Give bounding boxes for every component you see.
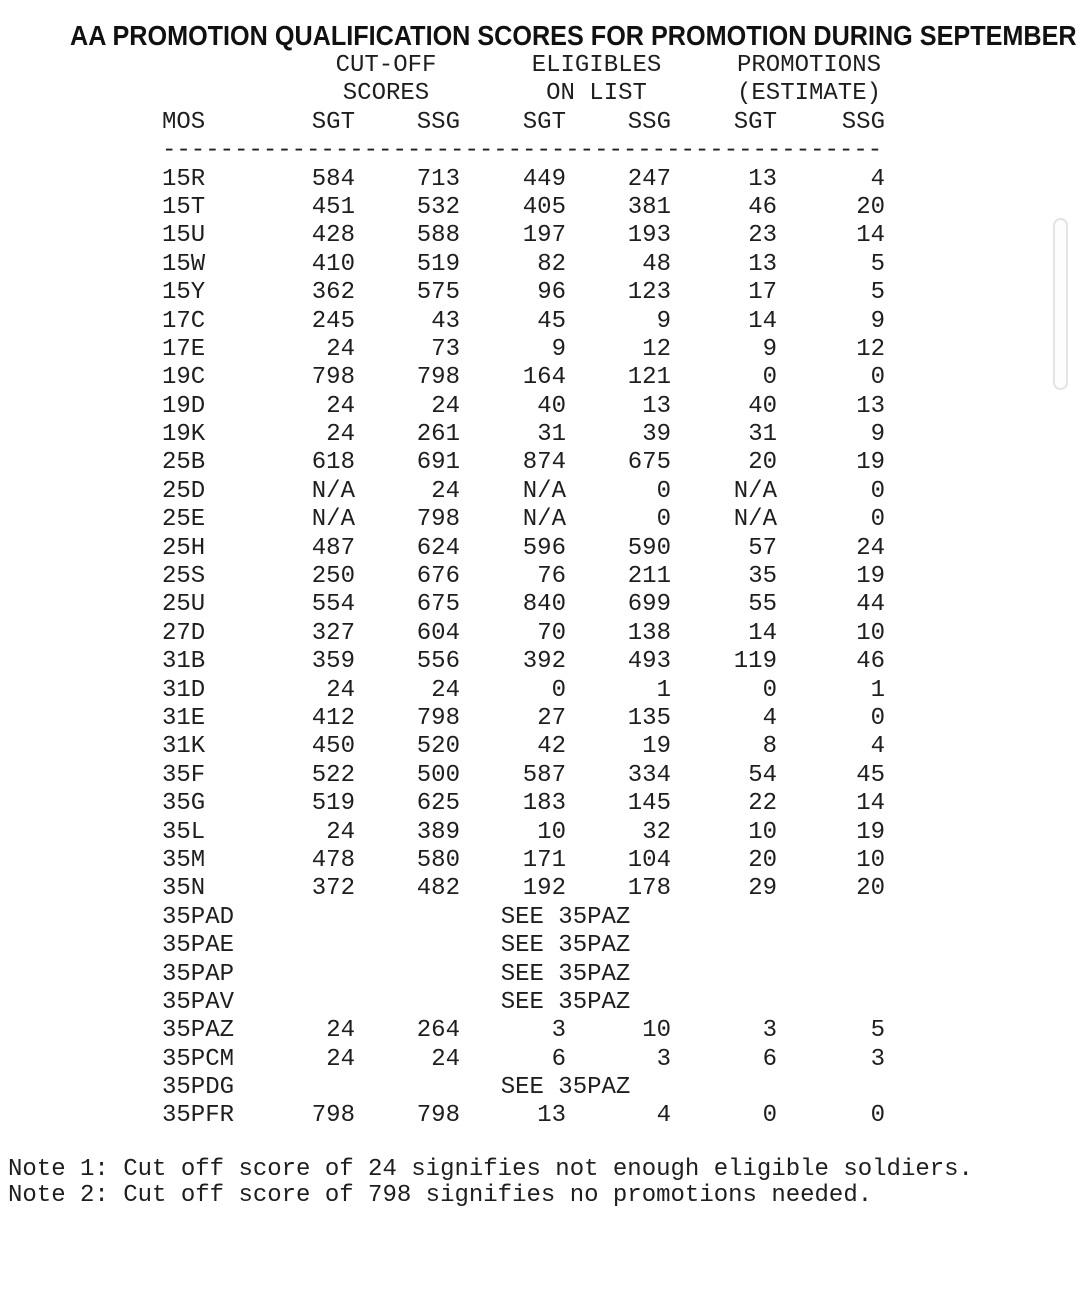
table-row xyxy=(162,393,885,421)
value-cell: 39 xyxy=(642,421,671,449)
value-cell: 0 xyxy=(870,477,885,505)
column-header-cutoff-ssg: SSG xyxy=(416,108,460,136)
value-cell: 46 xyxy=(856,648,885,676)
value-cell: 14 xyxy=(856,790,885,818)
value-cell: 604 xyxy=(416,619,460,647)
page xyxy=(0,20,1080,1308)
value-cell: 20 xyxy=(856,193,885,221)
table-row xyxy=(162,506,885,534)
mos-cell: 35PAE xyxy=(162,932,235,960)
value-cell: 24 xyxy=(431,392,460,420)
value-cell: 19 xyxy=(642,733,671,761)
value-cell: 587 xyxy=(522,761,566,789)
value-cell: 24 xyxy=(326,818,355,846)
table-row xyxy=(162,194,885,222)
group-header-row-1 xyxy=(162,52,885,80)
value-cell: 405 xyxy=(522,193,566,221)
value-cell: 32 xyxy=(642,818,671,846)
table-row xyxy=(162,563,885,591)
table-row xyxy=(162,875,885,903)
table-row xyxy=(162,705,885,733)
mos-cell: 25E xyxy=(162,506,206,534)
value-cell: 334 xyxy=(627,761,671,789)
value-cell: 24 xyxy=(326,421,355,449)
value-cell: 13 xyxy=(642,392,671,420)
value-cell: 3 xyxy=(870,1045,885,1073)
value-cell: 135 xyxy=(627,704,671,732)
value-cell: 676 xyxy=(416,563,460,591)
value-cell: 31 xyxy=(537,421,566,449)
table-row xyxy=(162,449,885,477)
value-cell: 519 xyxy=(416,250,460,278)
value-cell: 487 xyxy=(311,534,355,562)
value-cell: 519 xyxy=(311,790,355,818)
value-cell: 119 xyxy=(733,648,777,676)
value-cell: N/A xyxy=(733,506,777,534)
value-cell: 580 xyxy=(416,846,460,874)
value-cell: 138 xyxy=(627,619,671,647)
value-cell: 211 xyxy=(627,563,671,591)
mos-cell: 25S xyxy=(162,563,206,591)
column-header-eligibles-sgt: SGT xyxy=(522,108,566,136)
table-row xyxy=(162,932,885,960)
value-cell: 13 xyxy=(748,250,777,278)
value-cell: 104 xyxy=(627,846,671,874)
table-row xyxy=(162,1074,885,1102)
table-row xyxy=(162,648,885,676)
table-row xyxy=(162,819,885,847)
table-separator: -------------------------------------------------- xyxy=(162,137,883,165)
value-cell: 31 xyxy=(748,421,777,449)
value-cell: 532 xyxy=(416,193,460,221)
table-row xyxy=(162,1046,885,1074)
value-cell: 5 xyxy=(870,250,885,278)
value-cell: 24 xyxy=(326,1017,355,1045)
value-cell: 327 xyxy=(311,619,355,647)
value-cell: 55 xyxy=(748,591,777,619)
mos-cell: 35PFR xyxy=(162,1102,235,1130)
mos-cell: 35PAP xyxy=(162,960,235,988)
mos-cell: 35PDG xyxy=(162,1074,235,1102)
value-cell: 449 xyxy=(522,165,566,193)
column-header-cutoff-sgt: SGT xyxy=(311,108,355,136)
value-cell: N/A xyxy=(522,506,566,534)
note-1: Note 1: Cut off score of 24 signifies not enough eligible soldiers. xyxy=(8,1155,973,1183)
value-cell: 192 xyxy=(522,875,566,903)
value-cell: 675 xyxy=(416,591,460,619)
value-cell: 197 xyxy=(522,222,566,250)
value-cell: N/A xyxy=(733,477,777,505)
group-header-eligibles: ELIGIBLES xyxy=(531,52,662,79)
value-cell: 798 xyxy=(416,506,460,534)
value-cell: 45 xyxy=(856,761,885,789)
value-cell: 12 xyxy=(642,335,671,363)
value-cell: 392 xyxy=(522,648,566,676)
value-cell: 10 xyxy=(856,619,885,647)
value-cell: 76 xyxy=(537,563,566,591)
value-cell: 22 xyxy=(748,790,777,818)
mos-cell: 31D xyxy=(162,676,206,704)
value-cell: 264 xyxy=(416,1017,460,1045)
mos-cell: 27D xyxy=(162,619,206,647)
value-cell: 247 xyxy=(627,165,671,193)
value-cell: 57 xyxy=(748,534,777,562)
value-cell: 4 xyxy=(870,165,885,193)
mos-cell: 35M xyxy=(162,846,206,874)
value-cell: 798 xyxy=(416,364,460,392)
value-cell: 14 xyxy=(856,222,885,250)
spacer-cell xyxy=(162,52,250,80)
value-cell: 798 xyxy=(416,704,460,732)
column-header-promotions-ssg: SSG xyxy=(841,108,885,136)
table-row xyxy=(162,222,885,250)
mos-cell: 35PAV xyxy=(162,988,235,1016)
mos-cell: 19C xyxy=(162,364,206,392)
value-cell: 699 xyxy=(627,591,671,619)
mos-cell: 35PAD xyxy=(162,903,235,931)
value-cell: 193 xyxy=(627,222,671,250)
value-cell: 4 xyxy=(656,1102,671,1130)
value-cell: 6 xyxy=(762,1045,777,1073)
value-cell: 0 xyxy=(870,506,885,534)
value-cell: 9 xyxy=(870,307,885,335)
mos-cell: 35G xyxy=(162,790,206,818)
see-reference-cell: SEE 35PAZ xyxy=(500,988,631,1016)
value-cell: 12 xyxy=(856,335,885,363)
value-cell: 261 xyxy=(416,421,460,449)
mos-cell: 17E xyxy=(162,335,206,363)
table-row xyxy=(162,961,885,989)
table-rows xyxy=(162,166,885,1131)
table-row xyxy=(162,989,885,1017)
value-cell: 121 xyxy=(627,364,671,392)
value-cell: 624 xyxy=(416,534,460,562)
group-header-promotions: PROMOTIONS xyxy=(736,52,882,79)
group-header-row-2 xyxy=(162,80,885,108)
see-reference-cell: SEE 35PAZ xyxy=(500,1074,631,1102)
value-cell: 522 xyxy=(311,761,355,789)
value-cell: 24 xyxy=(326,335,355,363)
value-cell: 8 xyxy=(762,733,777,761)
value-cell: 713 xyxy=(416,165,460,193)
value-cell: N/A xyxy=(311,477,355,505)
table-row xyxy=(162,421,885,449)
column-header-eligibles-ssg: SSG xyxy=(627,108,671,136)
mos-cell: 15W xyxy=(162,250,206,278)
value-cell: 29 xyxy=(748,875,777,903)
mos-cell: 25H xyxy=(162,534,206,562)
value-cell: 9 xyxy=(656,307,671,335)
column-header-promotions-sgt: SGT xyxy=(733,108,777,136)
value-cell: 42 xyxy=(537,733,566,761)
value-cell: 590 xyxy=(627,534,671,562)
value-cell: 24 xyxy=(431,1045,460,1073)
mos-cell: 17C xyxy=(162,307,206,335)
value-cell: 372 xyxy=(311,875,355,903)
table-row xyxy=(162,279,885,307)
value-cell: 23 xyxy=(748,222,777,250)
mos-cell: 35F xyxy=(162,761,206,789)
value-cell: 245 xyxy=(311,307,355,335)
table-row xyxy=(162,904,885,932)
value-cell: 250 xyxy=(311,563,355,591)
value-cell: 20 xyxy=(748,449,777,477)
value-cell: 20 xyxy=(748,846,777,874)
value-cell: 19 xyxy=(856,449,885,477)
value-cell: 13 xyxy=(537,1102,566,1130)
mos-cell: 15T xyxy=(162,193,206,221)
group-header-eligibles-line2: ON LIST xyxy=(546,80,647,108)
value-cell: 584 xyxy=(311,165,355,193)
note-2: Note 2: Cut off score of 798 signifies no promotions needed. xyxy=(8,1181,873,1209)
spacer-cell xyxy=(162,80,250,108)
mos-cell: 25D xyxy=(162,477,206,505)
value-cell: 0 xyxy=(870,364,885,392)
value-cell: 24 xyxy=(431,676,460,704)
value-cell: 5 xyxy=(870,1017,885,1045)
value-cell: 798 xyxy=(416,1102,460,1130)
value-cell: 451 xyxy=(311,193,355,221)
value-cell: 389 xyxy=(416,818,460,846)
value-cell: 45 xyxy=(537,307,566,335)
group-header-cutoff: CUT-OFF xyxy=(335,52,437,79)
table-row xyxy=(162,591,885,619)
scrollbar-thumb[interactable] xyxy=(1053,218,1068,390)
table-row xyxy=(162,790,885,818)
value-cell: 96 xyxy=(537,279,566,307)
mos-cell: 25B xyxy=(162,449,206,477)
mos-cell: 35L xyxy=(162,818,206,846)
value-cell: 178 xyxy=(627,875,671,903)
value-cell: 482 xyxy=(416,875,460,903)
value-cell: 493 xyxy=(627,648,671,676)
see-reference-cell: SEE 35PAZ xyxy=(500,960,631,988)
mos-cell: 31B xyxy=(162,648,206,676)
table-row xyxy=(162,166,885,194)
value-cell: 478 xyxy=(311,846,355,874)
value-cell: 675 xyxy=(627,449,671,477)
value-cell: 27 xyxy=(537,704,566,732)
table-row xyxy=(162,535,885,563)
mos-cell: 25U xyxy=(162,591,206,619)
value-cell: 0 xyxy=(551,676,566,704)
value-cell: 0 xyxy=(870,1102,885,1130)
value-cell: 171 xyxy=(522,846,566,874)
value-cell: 1 xyxy=(656,676,671,704)
table-row xyxy=(162,478,885,506)
value-cell: 24 xyxy=(856,534,885,562)
value-cell: 40 xyxy=(537,392,566,420)
value-cell: 3 xyxy=(762,1017,777,1045)
table-row xyxy=(162,762,885,790)
value-cell: 798 xyxy=(311,364,355,392)
value-cell: 5 xyxy=(870,279,885,307)
value-cell: 9 xyxy=(870,421,885,449)
value-cell: 500 xyxy=(416,761,460,789)
value-cell: 70 xyxy=(537,619,566,647)
page-title: AA PROMOTION QUALIFICATION SCORES FOR PROMOTION DURING SEPTEMBER xyxy=(70,20,1077,51)
value-cell: 554 xyxy=(311,591,355,619)
mos-cell: 19D xyxy=(162,392,206,420)
table-row xyxy=(162,1017,885,1045)
mos-cell: 31K xyxy=(162,733,206,761)
table-row xyxy=(162,308,885,336)
group-header-promotions-line2: (ESTIMATE) xyxy=(736,80,882,108)
value-cell: 123 xyxy=(627,279,671,307)
value-cell: 145 xyxy=(627,790,671,818)
mos-cell: 15U xyxy=(162,222,206,250)
value-cell: 10 xyxy=(748,818,777,846)
value-cell: N/A xyxy=(522,477,566,505)
table-row xyxy=(162,733,885,761)
value-cell: 6 xyxy=(551,1045,566,1073)
scores-table xyxy=(162,52,885,1131)
value-cell: 10 xyxy=(537,818,566,846)
value-cell: 10 xyxy=(642,1017,671,1045)
mos-cell: 31E xyxy=(162,704,206,732)
value-cell: 19 xyxy=(856,818,885,846)
value-cell: 874 xyxy=(522,449,566,477)
value-cell: 1 xyxy=(870,676,885,704)
value-cell: 82 xyxy=(537,250,566,278)
value-cell: 9 xyxy=(762,335,777,363)
mos-cell: 15R xyxy=(162,165,206,193)
value-cell: 798 xyxy=(311,1102,355,1130)
value-cell: 73 xyxy=(431,335,460,363)
value-cell: 450 xyxy=(311,733,355,761)
value-cell: 0 xyxy=(870,704,885,732)
value-cell: 0 xyxy=(656,506,671,534)
value-cell: 14 xyxy=(748,619,777,647)
column-header-row xyxy=(162,109,885,137)
value-cell: 17 xyxy=(748,279,777,307)
value-cell: N/A xyxy=(311,506,355,534)
group-header-cutoff-line2: SCORES xyxy=(342,80,430,108)
table-row xyxy=(162,677,885,705)
value-cell: 625 xyxy=(416,790,460,818)
table-row xyxy=(162,336,885,364)
mos-cell: 19K xyxy=(162,421,206,449)
value-cell: 0 xyxy=(762,676,777,704)
mos-cell: 35N xyxy=(162,875,206,903)
see-reference-cell: SEE 35PAZ xyxy=(500,932,631,960)
value-cell: 0 xyxy=(762,364,777,392)
value-cell: 40 xyxy=(748,392,777,420)
value-cell: 20 xyxy=(856,875,885,903)
value-cell: 13 xyxy=(748,165,777,193)
table-row xyxy=(162,1102,885,1130)
value-cell: 24 xyxy=(431,477,460,505)
table-row xyxy=(162,620,885,648)
mos-cell: 15Y xyxy=(162,279,206,307)
value-cell: 9 xyxy=(551,335,566,363)
value-cell: 0 xyxy=(656,477,671,505)
table-row xyxy=(162,251,885,279)
value-cell: 46 xyxy=(748,193,777,221)
value-cell: 359 xyxy=(311,648,355,676)
value-cell: 381 xyxy=(627,193,671,221)
value-cell: 618 xyxy=(311,449,355,477)
value-cell: 4 xyxy=(870,733,885,761)
value-cell: 428 xyxy=(311,222,355,250)
table-row xyxy=(162,847,885,875)
value-cell: 183 xyxy=(522,790,566,818)
notes xyxy=(8,1157,1080,1209)
value-cell: 24 xyxy=(326,676,355,704)
column-header-mos: MOS xyxy=(162,108,206,136)
value-cell: 44 xyxy=(856,591,885,619)
table-row xyxy=(162,364,885,392)
value-cell: 0 xyxy=(762,1102,777,1130)
value-cell: 596 xyxy=(522,534,566,562)
value-cell: 54 xyxy=(748,761,777,789)
value-cell: 24 xyxy=(326,1045,355,1073)
value-cell: 3 xyxy=(656,1045,671,1073)
separator-row xyxy=(162,137,885,165)
value-cell: 840 xyxy=(522,591,566,619)
value-cell: 19 xyxy=(856,563,885,591)
value-cell: 24 xyxy=(326,392,355,420)
see-reference-cell: SEE 35PAZ xyxy=(500,903,631,931)
value-cell: 362 xyxy=(311,279,355,307)
value-cell: 43 xyxy=(431,307,460,335)
value-cell: 588 xyxy=(416,222,460,250)
value-cell: 556 xyxy=(416,648,460,676)
value-cell: 10 xyxy=(856,846,885,874)
value-cell: 3 xyxy=(551,1017,566,1045)
value-cell: 575 xyxy=(416,279,460,307)
value-cell: 691 xyxy=(416,449,460,477)
value-cell: 48 xyxy=(642,250,671,278)
value-cell: 14 xyxy=(748,307,777,335)
value-cell: 164 xyxy=(522,364,566,392)
mos-cell: 35PCM xyxy=(162,1045,235,1073)
value-cell: 13 xyxy=(856,392,885,420)
value-cell: 4 xyxy=(762,704,777,732)
value-cell: 35 xyxy=(748,563,777,591)
value-cell: 410 xyxy=(311,250,355,278)
value-cell: 412 xyxy=(311,704,355,732)
value-cell: 520 xyxy=(416,733,460,761)
mos-cell: 35PAZ xyxy=(162,1017,235,1045)
